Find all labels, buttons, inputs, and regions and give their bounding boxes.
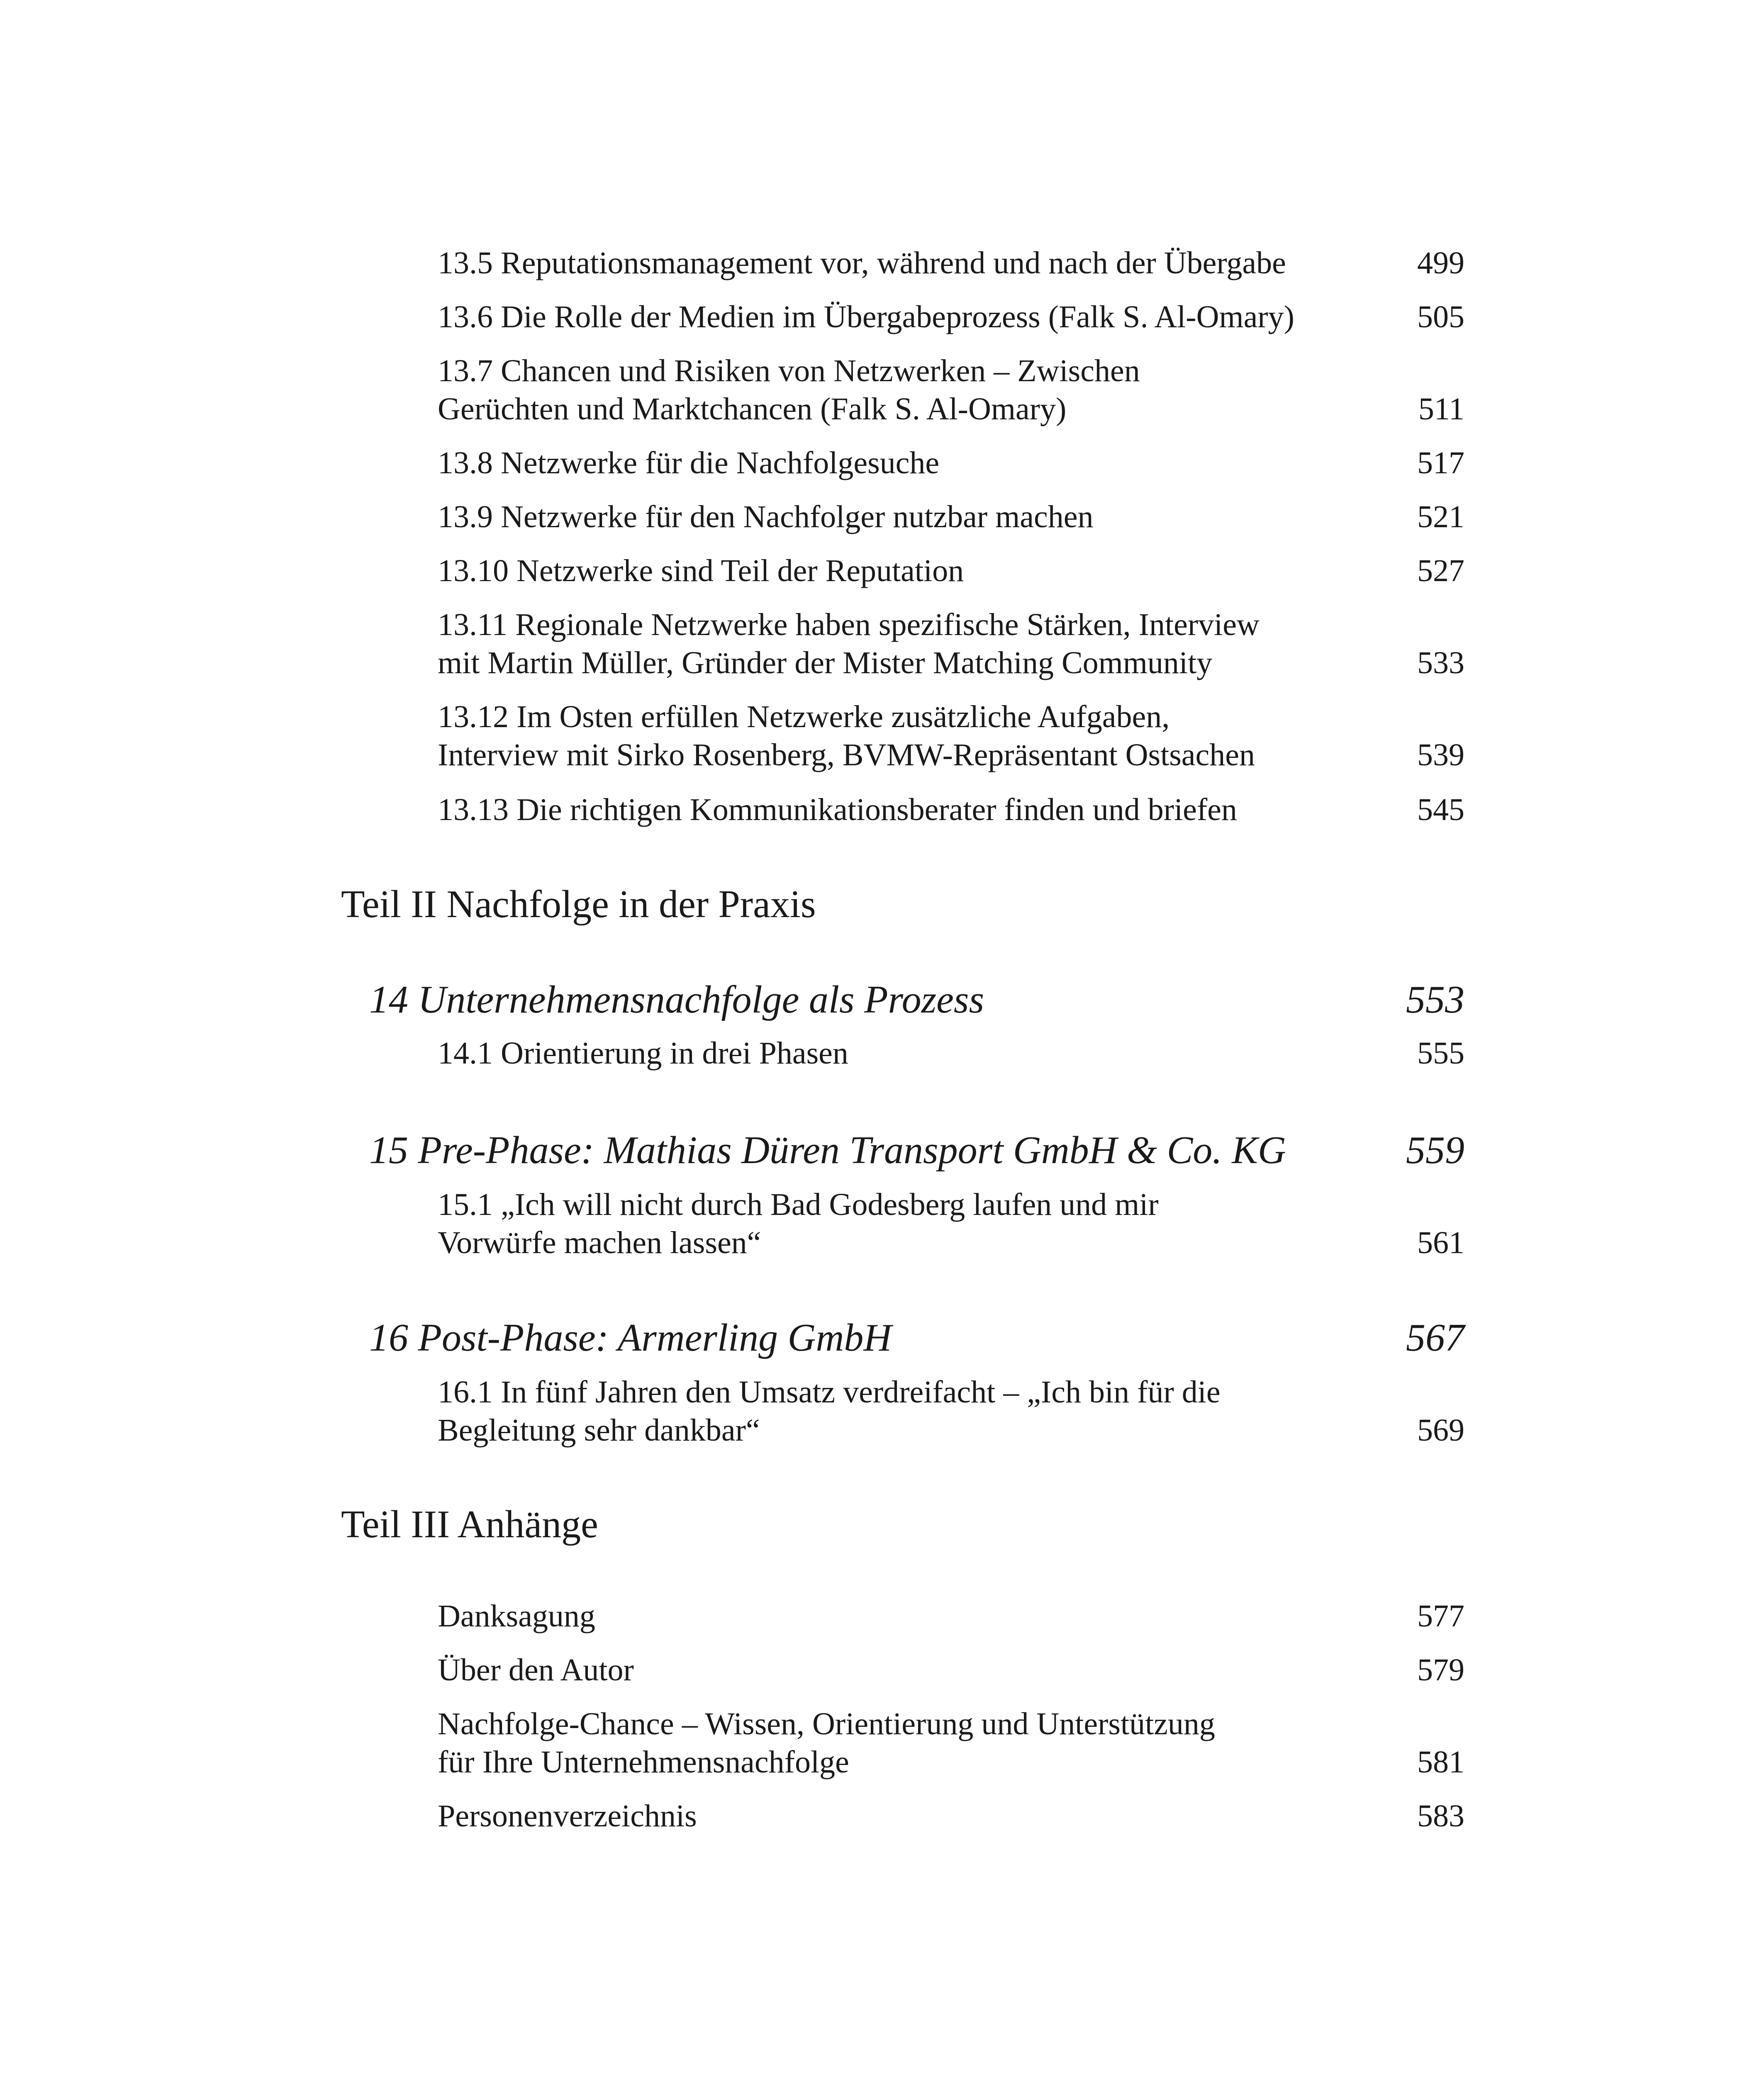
toc-entry-title: 13.5 Reputationsmanagement vor, während und nach der Übergabe <box>438 246 1286 280</box>
toc-entry-nachfolge-chance <box>438 1705 1464 1781</box>
toc-entry-page: 527 <box>1417 553 1464 588</box>
toc-entry-title-line1: Nachfolge-Chance – Wissen, Orientierung und Unterstützung <box>438 1706 1215 1741</box>
toc-entry-title-line2: Gerüchten und Marktchancen (Falk S. Al-Omary) <box>438 392 1067 426</box>
chapter-page: 559 <box>1406 1129 1464 1172</box>
toc-entry-13-12 <box>438 698 1464 774</box>
toc-entry-title: 14.1 Orientierung in drei Phasen <box>438 1036 848 1071</box>
chapter-title: 14 Unternehmensnachfolge als Prozess <box>369 978 984 1021</box>
toc-entry-title <box>438 352 1381 428</box>
toc-entry-13-5 <box>438 244 1464 282</box>
toc-entry-title <box>438 1185 1381 1262</box>
toc-entry-16-1 <box>438 1373 1464 1449</box>
toc-entry-page: 539 <box>1417 738 1464 772</box>
toc-entry-title-line1: 16.1 In fünf Jahren den Umsatz verdreifacht – „Ich bin für die <box>438 1375 1221 1409</box>
toc-entry-title-line1: 13.7 Chancen und Risiken von Netzwerken – Zwischen <box>438 353 1140 388</box>
toc-entry-page: 583 <box>1417 1799 1464 1833</box>
toc-entry-page: 569 <box>1417 1413 1464 1448</box>
toc-entry-autor <box>438 1651 1464 1689</box>
toc-entry-title: Personenverzeichnis <box>438 1799 697 1833</box>
toc-entry-13-8 <box>438 444 1464 482</box>
toc-entry-title <box>438 1705 1381 1781</box>
toc-entry-13-7 <box>438 352 1464 428</box>
toc-entry-page: 511 <box>1418 392 1464 426</box>
toc-entry-page: 499 <box>1417 246 1464 280</box>
toc-entry-14-1 <box>438 1034 1464 1072</box>
toc-entry-page: 561 <box>1417 1225 1464 1260</box>
toc-entry-title-line1: 13.11 Regionale Netzwerke haben spezifische Stärken, Interview <box>438 607 1260 642</box>
toc-entry-page: 533 <box>1417 645 1464 680</box>
toc-entry-title: Danksagung <box>438 1599 595 1633</box>
toc-entry-title: Über den Autor <box>438 1653 634 1687</box>
chapter-heading-16 <box>369 1315 1464 1361</box>
toc-entry-15-1 <box>438 1185 1464 1262</box>
toc-entry-page: 505 <box>1417 299 1464 334</box>
toc-entry-page: 517 <box>1417 445 1464 480</box>
chapter-page: 553 <box>1406 978 1464 1021</box>
toc-entry-page: 555 <box>1417 1036 1464 1071</box>
toc-entry-title-line1: 15.1 „Ich will nicht durch Bad Godesberg laufen und mir <box>438 1187 1159 1222</box>
chapter-title: 16 Post-Phase: Armerling GmbH <box>369 1316 892 1359</box>
toc-entry-title <box>438 1373 1381 1449</box>
chapter-title: 15 Pre-Phase: Mathias Düren Transport GmbH & Co. KG <box>369 1129 1286 1172</box>
part-heading-teil-2: Teil II Nachfolge in der Praxis <box>341 883 816 926</box>
toc-entry-danksagung <box>438 1597 1464 1635</box>
toc-entry-page: 581 <box>1417 1745 1464 1779</box>
toc-entry-13-6 <box>438 298 1464 336</box>
part-heading-teil-3: Teil III Anhänge <box>341 1503 598 1546</box>
toc-entry-personenverzeichnis <box>438 1797 1464 1835</box>
chapter-page: 567 <box>1406 1316 1464 1359</box>
toc-entry-title: 13.9 Netzwerke für den Nachfolger nutzbar machen <box>438 499 1094 534</box>
toc-entry-title-line1: 13.12 Im Osten erfüllen Netzwerke zusätzliche Aufgaben, <box>438 699 1170 734</box>
toc-entry-title-line2: Begleitung sehr dankbar“ <box>438 1413 760 1448</box>
toc-entry-13-10 <box>438 552 1464 590</box>
toc-entry-title: 13.8 Netzwerke für die Nachfolgesuche <box>438 445 940 480</box>
toc-entry-title <box>438 698 1381 774</box>
toc-entry-13-13 <box>438 791 1464 829</box>
toc-entry-title-line2: Interview mit Sirko Rosenberg, BVMW-Repräsentant Ostsachen <box>438 738 1255 772</box>
toc-entry-page: 521 <box>1417 499 1464 534</box>
toc-entry-page: 579 <box>1417 1653 1464 1687</box>
toc-entry-page: 577 <box>1417 1599 1464 1633</box>
toc-entry-title <box>438 606 1381 682</box>
chapter-heading-15 <box>369 1127 1464 1173</box>
toc-entry-13-11 <box>438 606 1464 682</box>
chapter-heading-14 <box>369 977 1464 1022</box>
toc-entry-title: 13.10 Netzwerke sind Teil der Reputation <box>438 553 964 588</box>
toc-entry-title-line2: für Ihre Unternehmensnachfolge <box>438 1745 849 1779</box>
toc-entry-title-line2: mit Martin Müller, Gründer der Mister Matching Community <box>438 645 1213 680</box>
toc-entry-title: 13.13 Die richtigen Kommunikationsberater finden und briefen <box>438 792 1237 827</box>
toc-entry-title: 13.6 Die Rolle der Medien im Übergabeprozess (Falk S. Al-Omary) <box>438 299 1294 334</box>
toc-entry-13-9 <box>438 498 1464 536</box>
toc-entry-title-line2: Vorwürfe machen lassen“ <box>438 1225 761 1260</box>
toc-entry-page: 545 <box>1417 792 1464 827</box>
